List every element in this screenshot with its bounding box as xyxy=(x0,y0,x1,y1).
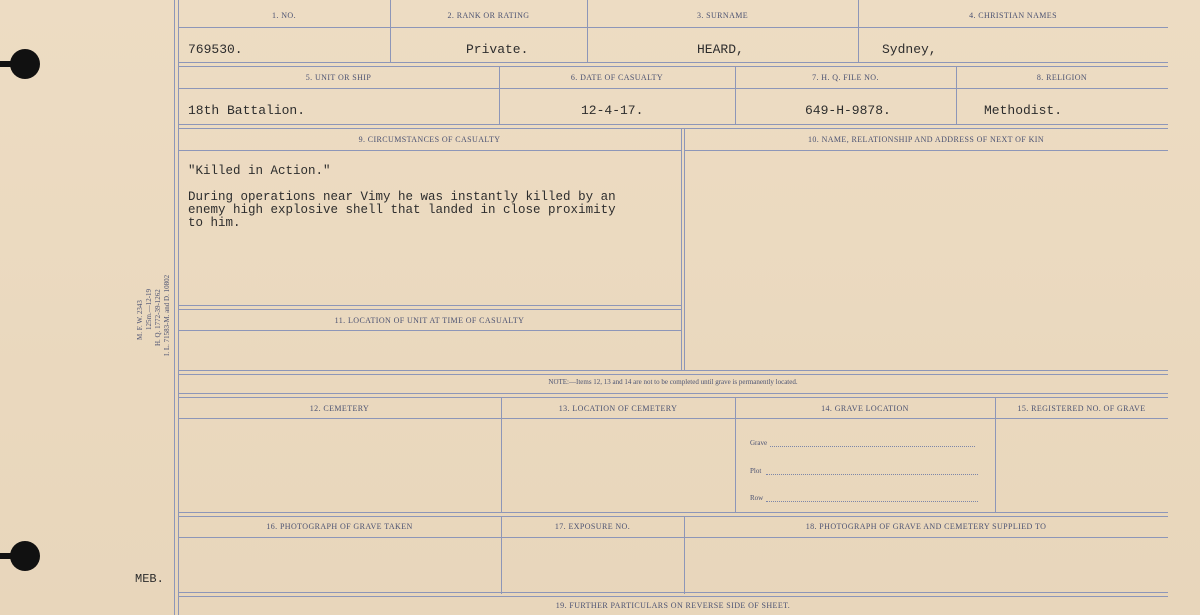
initials: MEB. xyxy=(135,572,164,586)
value-religion: Methodist. xyxy=(984,103,1063,118)
header-no: 1. NO. xyxy=(272,11,296,20)
rule xyxy=(735,397,736,512)
header-rank: 2. RANK OR RATING xyxy=(447,11,530,20)
header-cemetery: 12. CEMETERY xyxy=(309,404,370,413)
rule xyxy=(178,592,1168,597)
rule xyxy=(858,0,859,63)
value-rank: Private. xyxy=(466,42,529,57)
header-circumstances: 9. CIRCUMSTANCES OF CASUALTY xyxy=(358,135,501,144)
rule xyxy=(178,370,1168,375)
rule xyxy=(178,330,681,331)
header-religion: 8. RELIGION xyxy=(1036,73,1088,82)
rule xyxy=(501,397,502,512)
margin-line xyxy=(174,0,175,615)
side-code-3: H. Q. 1772-39-1262 xyxy=(154,289,162,346)
rule xyxy=(390,0,391,63)
rule xyxy=(178,305,681,310)
header-file: 7. H. Q. FILE NO. xyxy=(812,73,879,82)
rule xyxy=(178,88,1168,89)
rule xyxy=(178,393,1168,398)
side-code-2: 125m.—12-19 xyxy=(145,288,153,330)
rule xyxy=(178,27,1168,28)
rule xyxy=(178,124,1168,129)
header-exposure-no: 17. EXPOSURE NO. xyxy=(554,522,631,531)
header-location-of-cemetery: 13. LOCATION OF CEMETERY xyxy=(558,404,678,413)
row-label: Row xyxy=(750,494,764,502)
rule xyxy=(587,0,588,63)
value-file: 649-H-9878. xyxy=(805,103,891,118)
grave-dotted-line xyxy=(770,446,975,447)
value-no: 769530. xyxy=(188,42,243,57)
rule xyxy=(178,150,681,151)
rule xyxy=(178,512,1168,517)
note-text: NOTE:—Items 12, 13 and 14 are not to be completed until grave is permanently located. xyxy=(548,378,798,386)
header-date: 6. DATE OF CASUALTY xyxy=(570,73,664,82)
value-christian-names: Sydney, xyxy=(882,42,937,57)
header-registered-no: 15. REGISTERED NO. OF GRAVE xyxy=(1017,404,1146,413)
plot-label: Plot xyxy=(750,467,762,475)
side-code-4: I. L. 71583-M. and D. 10802 xyxy=(163,274,171,356)
circumstances-body: During operations near Vimy he was instantly killed by an enemy high explosive shell that landed in close proximity to him. xyxy=(188,190,616,230)
rule xyxy=(178,537,1168,538)
header-unit: 5. UNIT OR SHIP xyxy=(305,73,372,82)
rule xyxy=(995,397,996,512)
circumstances-title: "Killed in Action." xyxy=(188,164,331,178)
header-photo-taken: 16. PHOTOGRAPH OF GRAVE TAKEN xyxy=(266,522,413,531)
rule xyxy=(178,418,1168,419)
plot-dotted-line xyxy=(766,474,978,475)
header-photo-supplied: 18. PHOTOGRAPH OF GRAVE AND CEMETERY SUPPLIED TO xyxy=(805,522,1047,531)
header-location-of-unit: 11. LOCATION OF UNIT AT TIME OF CASUALTY xyxy=(334,316,525,325)
value-surname: HEARD, xyxy=(697,42,744,57)
row-dotted-line xyxy=(766,501,978,502)
value-date: 12-4-17. xyxy=(581,103,644,118)
header-surname: 3. SURNAME xyxy=(696,11,749,20)
header-next-of-kin: 10. NAME, RELATIONSHIP AND ADDRESS OF NEXT OF KIN xyxy=(807,135,1045,144)
value-unit: 18th Battalion. xyxy=(188,103,306,118)
rule xyxy=(178,62,1168,67)
rule xyxy=(684,150,1168,151)
footer-further-particulars: 19. FURTHER PARTICULARS ON REVERSE SIDE OF SHEET. xyxy=(555,601,791,610)
rule xyxy=(681,128,682,370)
punch-hole-top xyxy=(10,49,40,79)
side-code-1: M. F. W. 2343 xyxy=(136,300,144,340)
rule xyxy=(684,128,685,370)
punch-hole-bottom xyxy=(10,541,40,571)
grave-label: Grave xyxy=(750,439,768,447)
header-grave-location: 14. GRAVE LOCATION xyxy=(821,404,909,413)
header-christian-names: 4. CHRISTIAN NAMES xyxy=(969,11,1057,20)
